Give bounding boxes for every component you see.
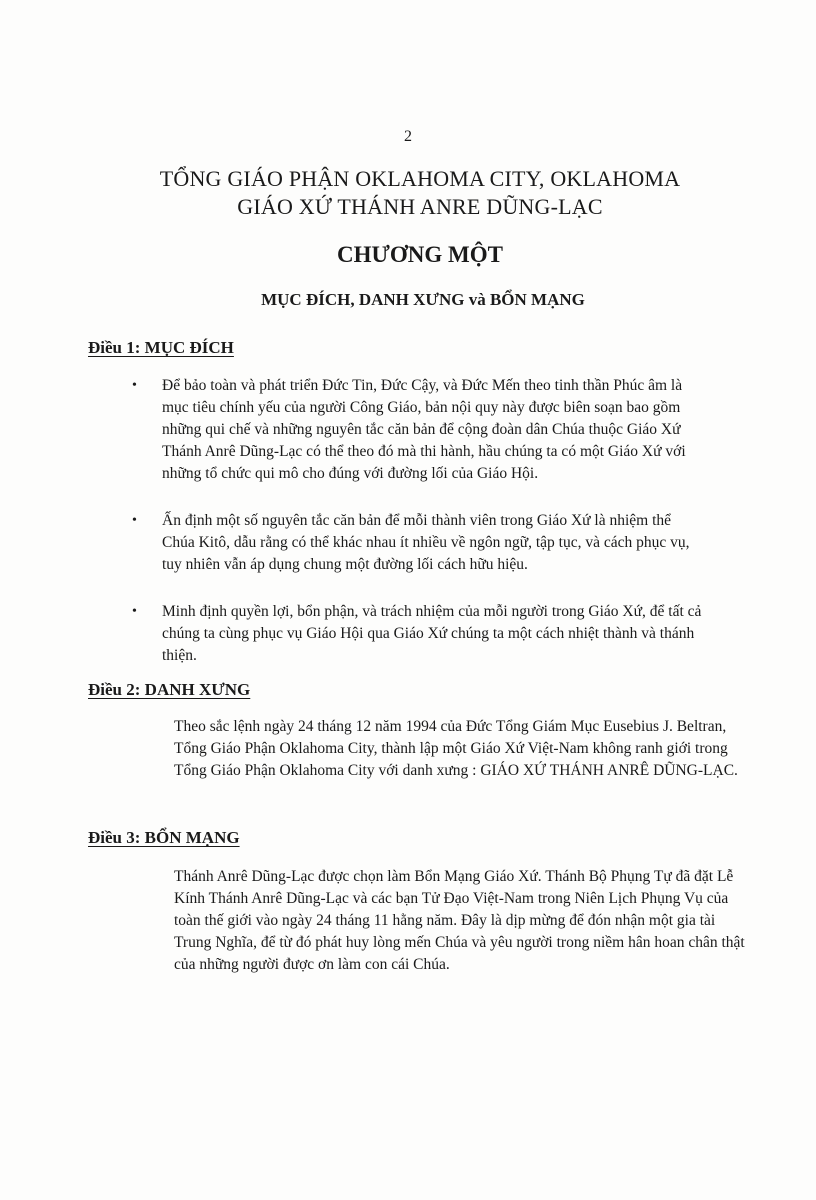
purpose-bullet-list: [132, 375, 702, 692]
bullet-text: Minh định quyền lợi, bổn phận, và trách nhiệm của mỗi người trong Giáo Xứ, để tất cả chúng ta cùng phục vụ Giáo Hội qua Giáo Xứ chúng ta một cách nhiệt thành và thánh thiện.: [162, 603, 702, 664]
chapter-subtitle: MỤC ĐÍCH, DANH XƯNG và BỔN MẠNG: [261, 290, 585, 309]
section-heading-patron: Điều 3: BỔN MẠNG: [88, 828, 240, 847]
parish-title: GIÁO XỨ THÁNH ANRE DŨNG-LẠC: [237, 194, 603, 219]
chapter-title: CHƯƠNG MỘT: [337, 242, 503, 267]
bullet-text: Để bảo toàn và phát triển Đức Tin, Đức Cậy, và Đức Mến theo tinh thần Phúc âm là mục tiêu chính yếu của người Công Giáo, bản nội quy này được biên soạn bao gồm những qui chế và những nguyên tắc căn bản để cộng đoàn dân Chúa thuộc Giáo Xứ Thánh Anrê Dũng-Lạc có thể theo đó mà thi hành, hầu chúng ta có một Giáo Xứ với những tổ chức qui mô cho đúng với đường lối của Giáo Hội.: [162, 377, 686, 482]
list-item: [132, 510, 702, 576]
bullet-dot-icon: •: [132, 513, 137, 528]
bullet-dot-icon: •: [132, 604, 137, 619]
section-heading-name: Điều 2: DANH XƯNG: [88, 680, 251, 699]
name-paragraph: Theo sắc lệnh ngày 24 tháng 12 năm 1994 của Đức Tổng Giám Mục Eusebius J. Beltran, Tổng Giáo Phận Oklahoma City, thành lập một Giáo Xứ Việt-Nam không ranh giới trong Tổng Giáo Phận Oklahoma City với danh xưng : GIÁO XỨ THÁNH ANRÊ DŨNG-LẠC.: [174, 718, 738, 779]
section-heading-purpose: Điều 1: MỤC ĐÍCH: [88, 338, 234, 357]
patron-paragraph: Thánh Anrê Dũng-Lạc được chọn làm Bổn Mạng Giáo Xứ. Thánh Bộ Phụng Tự đã đặt Lễ Kính Thánh Anrê Dũng-Lạc và các bạn Tử Đạo Việt-Nam trong Niên Lịch Phụng Vụ của toàn thế giới vào ngày 24 tháng 11 hằng năm. Đây là dịp mừng để đón nhận một gia tài Trung Nghĩa, để từ đó phát huy lòng mến Chúa và yêu người trong niềm hân hoan chân thật của những người được ơn làm con cái Chúa.: [174, 868, 745, 973]
list-item: [132, 375, 702, 485]
archdiocese-title: TỔNG GIÁO PHẬN OKLAHOMA CITY, OKLAHOMA: [159, 166, 681, 191]
list-item: [132, 601, 702, 667]
bullet-dot-icon: •: [132, 378, 137, 393]
bullet-text: Ấn định một số nguyên tắc căn bản để mỗi thành viên trong Giáo Xứ là nhiệm thể Chúa Kitô, dẫu rằng có thể khác nhau ít nhiều về ngôn ngữ, tập tục, và cách phục vụ, tuy nhiên vẫn áp dụng chung một đường lối cách hữu hiệu.: [162, 512, 690, 573]
page-number: 2: [404, 128, 412, 145]
